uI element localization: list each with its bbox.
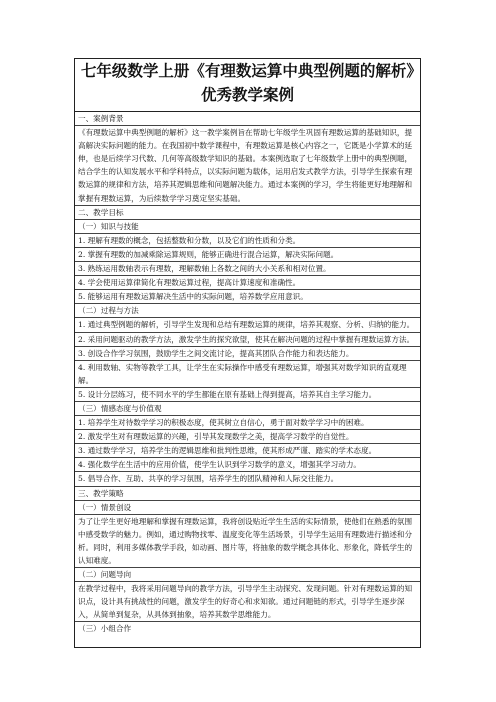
table-row: 5. 设计分层练习，使不同水平的学生都能在原有基础上得到提高，培养其自主学习能力。 (75, 388, 420, 402)
table-row: 4. 强化数学在生活中的应用价值，使学生认识到学习数学的意义，增强其学习动力。 (75, 458, 420, 472)
table-row: （一）情景创设 (75, 501, 420, 515)
table-row: 2. 采用问题驱动的教学方法，激发学生的探究欲望，使其在解决问题的过程中掌握有理数运算方法。 (75, 333, 420, 347)
table-row: 在教学过程中，我将采用问题导向的教学方法，引导学生主动探究、发现问题。针对有理数运算的知识点，设计具有挑战性的问题，激发学生的好奇心和求知欲。通过问题链的形式，引导学生逐步深入，从简单到复杂，从具体到抽象，培养其数学思维能力。 (75, 582, 420, 622)
table-row: 3. 熟练运用数轴表示有理数，理解数轴上各数之间的大小关系和相对位置。 (75, 262, 420, 276)
table-row: （二）过程与方法 (75, 304, 420, 318)
table-row: 3. 创设合作学习氛围，鼓励学生之间交流讨论，提高其团队合作能力和表达能力。 (75, 347, 420, 361)
table-row: 二、教学目标 (75, 206, 420, 220)
table-row: 4. 利用数轴、实物等教学工具，让学生在实际操作中感受有理数运算，增强其对数学知识的直观理解。 (75, 361, 420, 388)
table-row: 4. 学会使用运算律简化有理数运算过程，提高计算速度和准确性。 (75, 276, 420, 290)
table-row: 三、教学策略 (75, 487, 420, 501)
table-row: 1. 理解有理数的概念，包括整数和分数，以及它们的性质和分类。 (75, 234, 420, 248)
table-row: 一、案例背景 (75, 112, 420, 126)
table-row: 《有理数运算中典型例题的解析》这一教学案例旨在帮助七年级学生巩固有理数运算的基础知识，提高解决实际问题的能力。在我国初中数学课程中，有理数运算是核心内容之一，它既是小学算术的延伸，也是后续学习代数、几何等高级数学知识的基础。本案例选取了七年级数学上册中的典型例题，结合学生的认知发展水平和学科特点，以实际问题为载体，运用启发式教学方法，引导学生探索有理数运算的规律和方法，培养其逻辑思维和问题解决能力。通过本案例的学习，学生将能更好地理解和掌握有理数运算，为后续数学学习奠定坚实基础。 (75, 126, 420, 206)
table-row: 为了让学生更好地理解和掌握有理数运算，我将创设贴近学生生活的实际情景，使他们在熟悉的氛围中感受数学的魅力。例如，通过购物找零、温度变化等生活场景，引导学生运用有理数进行描述和分析。同时，利用多媒体教学手段，如动画、图片等，将抽象的数学概念具体化、形象化，降低学生的认知难度。 (75, 515, 420, 568)
table-row: 2. 掌握有理数的加减乘除运算规则，能够正确进行混合运算，解决实际问题。 (75, 248, 420, 262)
table-row: 2. 激发学生对有理数运算的兴趣，引导其发现数学之美，提高学习数学的自觉性。 (75, 430, 420, 444)
document-rows (75, 112, 420, 636)
document-page (74, 58, 421, 648)
table-row: （二）问题导向 (75, 568, 420, 582)
table-row: 1. 培养学生对待数学学习的积极态度，使其树立自信心，勇于面对数学学习中的困难。 (75, 416, 420, 430)
table-row: （三）情感态度与价值观 (75, 402, 420, 416)
table-row: 5. 倡导合作、互助、共享的学习氛围，培养学生的团队精神和人际交往能力。 (75, 472, 420, 486)
table-row: （一）知识与技能 (75, 220, 420, 234)
document-title: 七年级数学上册《有理数运算中典型例题的解析》优秀教学案例 (75, 59, 420, 112)
table-row: （三）小组合作 (78, 624, 132, 634)
table-row: 1. 通过典型例题的解析，引导学生发现和总结有理数运算的规律，培养其观察、分析、归纳的能力。 (75, 318, 420, 332)
table-row: 3. 通过数学学习，培养学生的逻辑思维和批判性思维，使其形成严谨、踏实的学术态度。 (75, 444, 420, 458)
table-row: 5. 能够运用有理数运算解决生活中的实际问题，培养数学应用意识。 (75, 290, 420, 304)
